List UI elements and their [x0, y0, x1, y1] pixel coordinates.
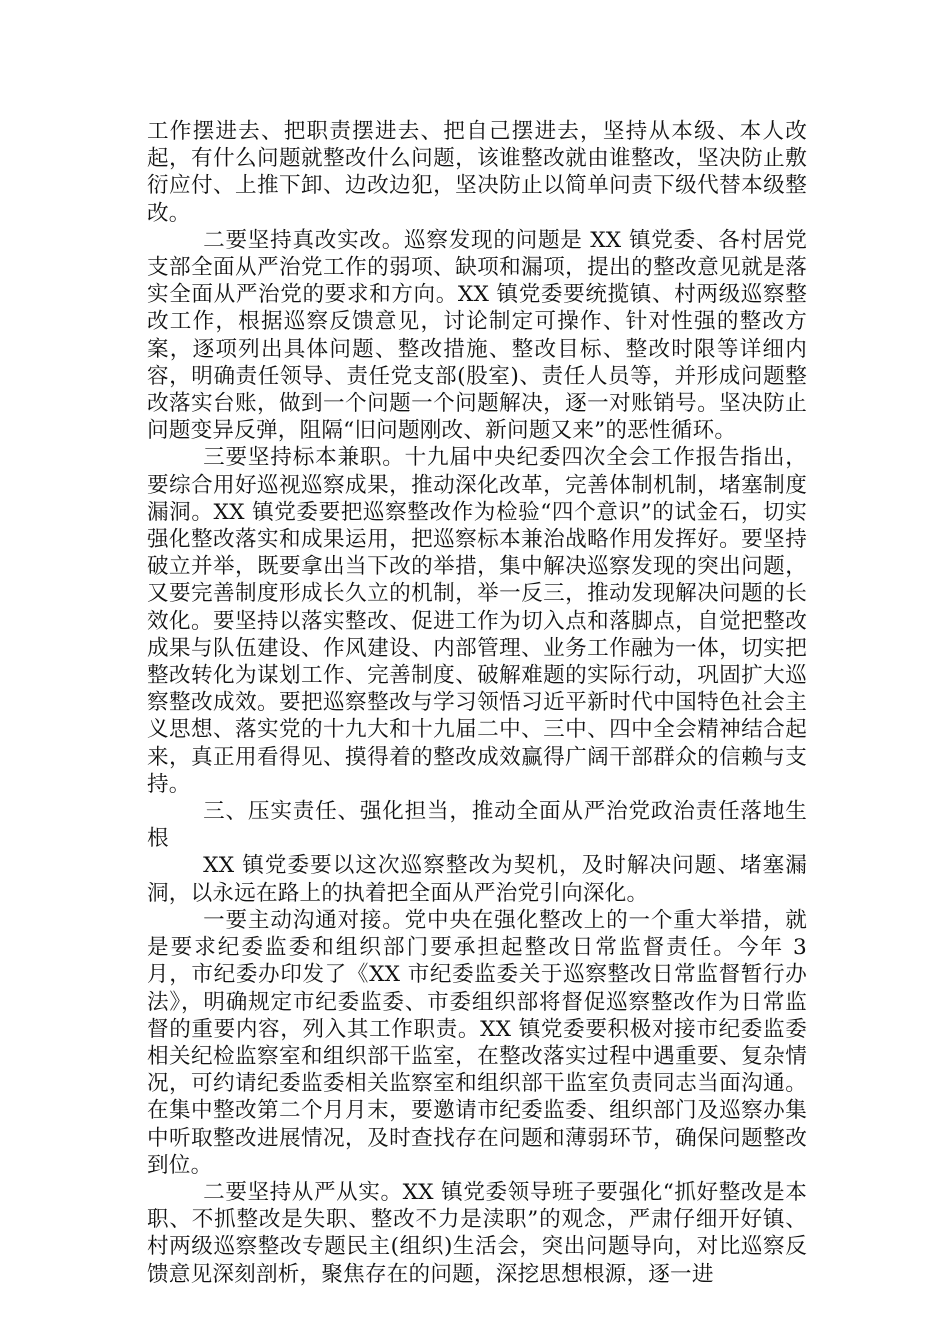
paragraph-3: 三要坚持标本兼职。十九届中央纪委四次全会工作报告指出，要综合用好巡视巡察成果，推动深化改革，完善体制机制，堵塞制度漏洞。XX 镇党委要把巡察整改作为检验“四个意识”的试金石，切实强化整改落实和成果运用，把巡察标本兼治战略作用发挥好。要坚持破立并举，既要拿出当下改的举措，集中解决巡察发现的突出问题，又要完善制度形成长久立的机制，举一反三，推动发现解决问题的长效化。要坚持以落实整改、促进工作为切入点和落脚点，自觉把整改成果与队伍建设、作风建设、内部管理、业务工作融为一体，切实把整改转化为谋划工作、完善制度、破解难题的实际行动，巩固扩大巡察整改成效。要把巡察整改与学习领悟习近平新时代中国特色社会主义思想、落实党的十九大和十九届二中、三中、四中全会精神结合起来，真正用看得见、摸得着的整改成效赢得广阔干部群众的信赖与支持。 [147, 445, 807, 797]
paragraph-2: 二要坚持真改实改。巡察发现的问题是 XX 镇党委、各村居党支部全面从严治党工作的弱项、缺项和漏项，提出的整改意见就是落实全面从严治党的要求和方向。XX 镇党委要统揽镇、村两级巡察整改工作，根据巡察反馈意见，讨论制定可操作、针对性强的整改方案，逐项列出具体问题、整改措施、整改目标、整改时限等详细内容，明确责任领导、责任党支部(股室)、责任人员等，并形成问题整改落实台账，做到一个问题一个问题解决，逐一对账销号。坚决防止问题变异反弹，阻隔“旧问题刚改、新问题又来”的恶性循环。 [147, 227, 807, 444]
paragraph-1: 工作摆进去、把职责摆进去、把自己摆进去，坚持从本级、本人改起，有什么问题就整改什么问题，该谁整改就由谁整改，坚决防止敷衍应付、上推下卸、边改边犯，坚决防止以简单问责下级代替本级整改。 [147, 119, 807, 226]
paragraph-6: 二要坚持从严从实。XX 镇党委领导班子要强化“抓好整改是本职、不抓整改是失职、整改不力是渎职”的观念，严肃仔细开好镇、村两级巡察整改专题民主(组织)生活会，突出问题导向，对比巡察反馈意见深刻剖析，聚焦存在的问题，深挖思想根源，逐一进 [147, 1179, 807, 1287]
section-heading: 三、压实责任、强化担当，推动全面从严治党政治责任落地生根 [147, 799, 807, 852]
document-body [147, 118, 807, 1288]
paragraph-5: 一要主动沟通对接。党中央在强化整改上的一个重大举措，就是要求纪委监委和组织部门要承担起整改日常监督责任。今年 3 月，市纪委办印发了《XX 市纪委监委关于巡察整改日常监督暂行办法》，明确规定市纪委监委、市委组织部将督促巡察整改作为日常监督的重要内容，列入其工作职责。XX 镇党委要积极对接市纪委监委相关纪检监察室和组织部干监室，在整改落实过程中遇重要、复杂情况，可约请纪委监委相关监察室和组织部干监室负责同志当面沟通。在集中整改第二个月月末，要邀请市纪委监委、组织部门及巡察办集中听取整改进展情况，及时查找存在问题和薄弱环节，确保问题整改到位。 [147, 907, 807, 1178]
paragraph-4: XX 镇党委要以这次巡察整改为契机，及时解决问题、堵塞漏洞，以永远在路上的执着把全面从严治党引向深化。 [147, 853, 807, 906]
